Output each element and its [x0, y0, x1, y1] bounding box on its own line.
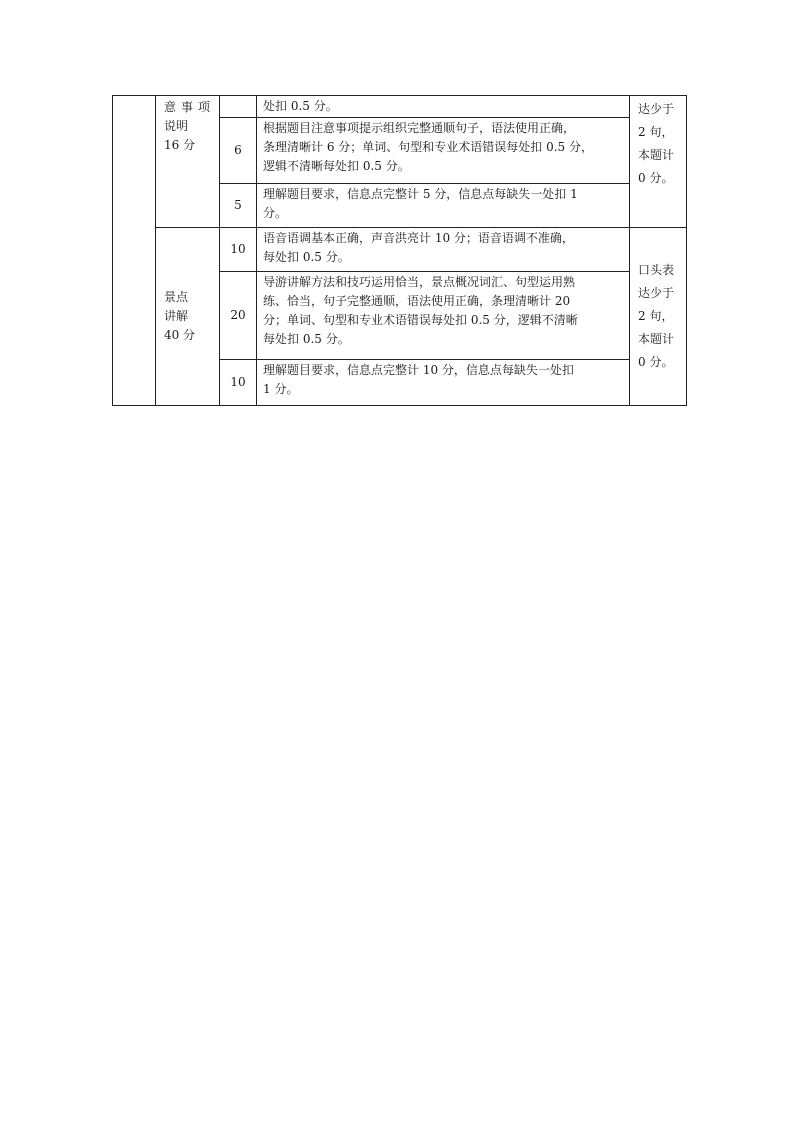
criteria-line: 理解题目要求，信息点完整计 5 分，信息点每缺失一处扣 1	[263, 187, 578, 201]
category-cell	[156, 228, 220, 406]
criteria-line: 1 分。	[263, 382, 299, 396]
category-line: 说明	[164, 119, 189, 133]
note-cell	[630, 96, 687, 228]
score-cell: 5	[220, 184, 257, 228]
criteria-line: 分；单词、句型和专业术语错误每处扣 0.5 分，逻辑不清晰	[263, 313, 578, 327]
note-line: 达少于	[638, 102, 675, 116]
criteria-line: 分。	[263, 206, 288, 220]
note-line: 2 句，	[638, 125, 674, 139]
criteria-line: 逻辑不清晰每处扣 0.5 分。	[263, 159, 410, 173]
criteria-cell	[257, 96, 630, 118]
criteria-cell	[257, 118, 630, 184]
criteria-line: 每处扣 0.5 分。	[263, 332, 350, 346]
score-cell	[220, 96, 257, 118]
category-line: 讲解	[164, 309, 189, 323]
category-line: 40 分	[164, 328, 196, 342]
category-line: 16 分	[164, 138, 196, 152]
outer-blank-cell	[113, 96, 156, 406]
table-row	[113, 96, 687, 118]
score-cell: 6	[220, 118, 257, 184]
note-line: 口头表	[638, 263, 675, 277]
criteria-cell	[257, 360, 630, 406]
category-line: 意事项	[164, 100, 216, 114]
criteria-line: 理解题目要求，信息点完整计 10 分，信息点每缺失一处扣	[263, 363, 574, 377]
note-line: 0 分。	[638, 171, 674, 185]
note-line: 0 分。	[638, 355, 674, 369]
criteria-line: 语音语调基本正确，声音洪亮计 10 分；语音语调不准确，	[263, 231, 574, 245]
score-cell: 20	[220, 272, 257, 360]
note-line: 本题计	[638, 148, 675, 162]
category-line: 景点	[164, 290, 189, 304]
criteria-line: 每处扣 0.5 分。	[263, 250, 350, 264]
score-cell: 10	[220, 360, 257, 406]
criteria-line: 根据题目注意事项提示组织完整通顺句子，语法使用正确，	[263, 121, 576, 135]
criteria-cell	[257, 272, 630, 360]
category-cell	[156, 96, 220, 228]
criteria-cell	[257, 184, 630, 228]
note-line: 2 句，	[638, 309, 674, 323]
note-line: 本题计	[638, 332, 675, 346]
criteria-line: 条理清晰计 6 分；单词、句型和专业术语错误每处扣 0.5 分，	[263, 140, 593, 154]
scoring-criteria-table	[112, 95, 687, 406]
criteria-line: 导游讲解方法和技巧运用恰当，景点概况词汇、句型运用熟	[263, 275, 576, 289]
criteria-line: 练、恰当，句子完整通顺，语法使用正确，条理清晰计 20	[263, 294, 571, 308]
criteria-cell	[257, 228, 630, 272]
table-row	[113, 228, 687, 272]
note-cell	[630, 228, 687, 406]
criteria-line: 处扣 0.5 分。	[263, 99, 338, 113]
note-line: 达少于	[638, 286, 675, 300]
score-cell: 10	[220, 228, 257, 272]
